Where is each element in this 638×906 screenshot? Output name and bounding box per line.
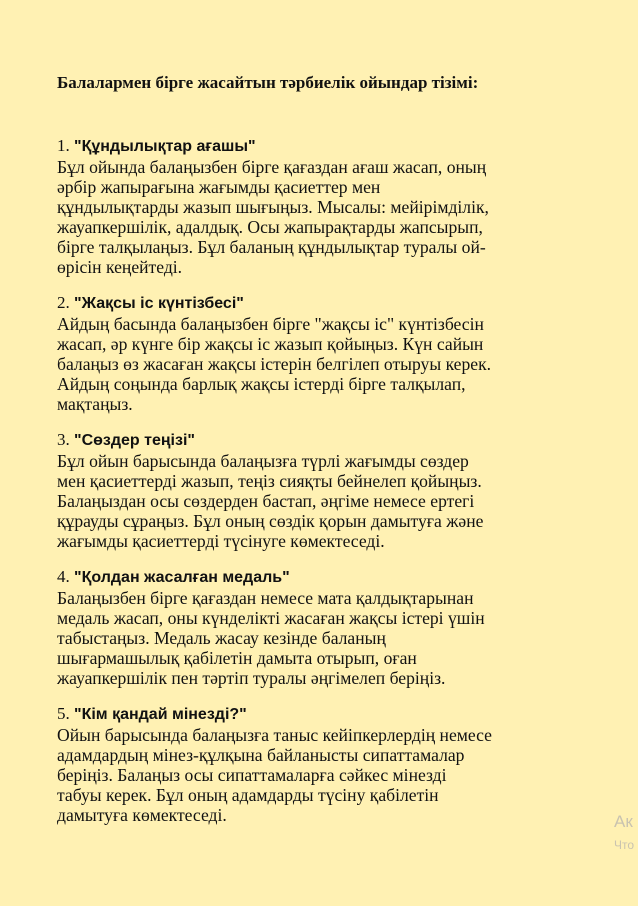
game-description: Ойын барысында балаңызға таныс кейіпкерлердің немесе адамдардың мінез-құлқына байланысты сипаттамалар беріңіз. Балаңыз осы сипаттамаларға сәйкес мінезді табуы керек. Бұл оның адамдарды түсіну қабілетін дамытуға көмектеседі.: [57, 725, 492, 825]
game-number: 4.: [57, 567, 70, 586]
game-name: "Қолдан жасалған медаль": [74, 569, 290, 586]
game-description: Бұл ойында балаңызбен бірге қағаздан ағаш жасап, оның әрбір жапырағына жағымды қасиеттер мен құндылықтарды жазып шығыңыз. Мысалы: мейірімділік, жауапкершілік, адалдық. Осы жапырақтарды жапсырып, бірге талқылаңыз. Бұл баланың құндылықтар туралы ой- өрісін кеңейтеді.: [57, 157, 489, 277]
game-number: 3.: [57, 430, 70, 449]
game-description: Бұл ойын барысында балаңызға түрлі жағымды сөздер мен қасиеттерді жазып, теңіз сияқты бейнелеп қойыңыз. Балаңыздан осы сөздерден бастап, әңгіме немесе ертегі құрауды сұраңыз. Бұл оның сөздік қорын дамытуға және жағымды қасиеттерді түсінуге көмектеседі.: [57, 451, 484, 551]
game-name: "Құндылықтар ағашы": [74, 138, 256, 155]
document-page: [57, 72, 617, 841]
game-heading: [57, 293, 617, 314]
game-heading: [57, 567, 617, 588]
game-heading: [57, 430, 617, 451]
activation-watermark-title: Ак: [614, 812, 633, 831]
game-number: 2.: [57, 293, 70, 312]
activation-watermark-subtitle: Что: [614, 838, 635, 852]
game-name: "Кім қандай мінезді?": [74, 706, 247, 723]
game-item-2: [57, 293, 617, 414]
game-description: Балаңызбен бірге қағаздан немесе мата қалдықтарынан медаль жасап, оны күнделікті жасаған жақсы істері үшін табыстаңыз. Медаль жасау кезінде баланың шығармашылық қабілетін дамыта отырып, оған жауапкершілік пен тәртіп туралы әңгімелеп беріңіз.: [57, 588, 485, 688]
game-heading: [57, 704, 617, 725]
game-number: 1.: [57, 136, 70, 155]
game-item-3: [57, 430, 617, 551]
game-description: Айдың басында балаңызбен бірге "жақсы іс" күнтізбесін жасап, әр күнге бір жақсы іс жазып қойыңыз. Күн сайын балаңыз өз жасаған жақсы істерін белгілеп отыруы керек. Айдың соңында барлық жақсы істерді бірге талқылап, мақтаңыз.: [57, 314, 492, 414]
game-heading: [57, 136, 617, 157]
game-number: 5.: [57, 704, 70, 723]
game-item-4: [57, 567, 617, 688]
game-name: "Сөздер теңізі": [74, 432, 195, 449]
document-title: Балалармен бірге жасайтын тәрбиелік ойындар тізімі:: [57, 73, 479, 92]
game-item-5: [57, 704, 617, 825]
game-name: "Жақсы іс күнтізбесі": [74, 295, 244, 312]
game-item-1: [57, 136, 617, 277]
